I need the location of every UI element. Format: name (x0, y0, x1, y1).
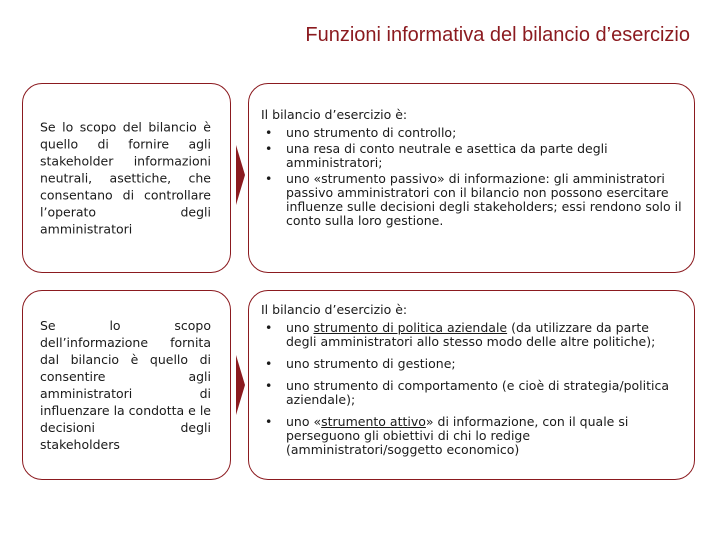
result-box-controllo (248, 83, 695, 273)
result-box-influenza (248, 290, 695, 480)
list-item: • uno strumento di controllo; (261, 126, 682, 140)
list-item-text: uno strumento di comportamento (e cioè di strategia/politica aziendale); (286, 378, 670, 407)
list-item-text: uno « (286, 414, 322, 429)
list-item-text: uno (286, 320, 314, 335)
result-intro: Il bilancio d’esercizio è: (261, 302, 408, 317)
result-list (261, 126, 682, 228)
list-item (261, 321, 682, 349)
list-item-underlined: strumento attivo (321, 414, 426, 429)
condition-text: Se lo scopo dell’informazione fornita dal bilancio è quello di consentire agli amministratori di influenzare la condotta e le decisioni degli stakeholders (40, 318, 211, 452)
list-item-text: (da utilizzare da parte degli amministratori allo stesso modo delle altre politiche); (286, 320, 656, 349)
result-content (261, 108, 682, 230)
result-list (261, 321, 682, 457)
condition-text: Se lo scopo del bilancio è quello di fornire agli stakeholder informazioni neutrali, asettiche, che consentano di controllare l’operato degli amministratori (40, 119, 211, 237)
arrow-right-icon (236, 145, 245, 205)
list-item (261, 415, 682, 457)
list-item-text: » di informazione, con il quale si perseguono gli obiettivi di chi lo redige (amministratori/soggetto economico) (286, 414, 629, 457)
list-item (261, 357, 682, 371)
result-intro: Il bilancio d’esercizio è: (261, 107, 408, 122)
list-item: • una resa di conto neutrale e asettica da parte degli amministratori; (261, 142, 682, 170)
result-content (261, 303, 682, 465)
list-item: • uno «strumento passivo» di informazione: gli amministratori passivo amministratori con il bilancio non possono esercitare influenze sulle decisioni degli stakeholders; essi rendono solo il conto sulla loro gestione. (261, 172, 682, 228)
condition-box-influenza (22, 290, 231, 480)
list-item-underlined: strumento di politica aziendale (313, 320, 508, 335)
page-title: Funzioni informativa del bilancio d’esercizio (305, 24, 690, 46)
list-item (261, 379, 682, 407)
condition-box-controllo (22, 83, 231, 273)
arrow-right-icon (236, 355, 245, 415)
list-item-text: uno strumento di gestione; (286, 356, 456, 371)
